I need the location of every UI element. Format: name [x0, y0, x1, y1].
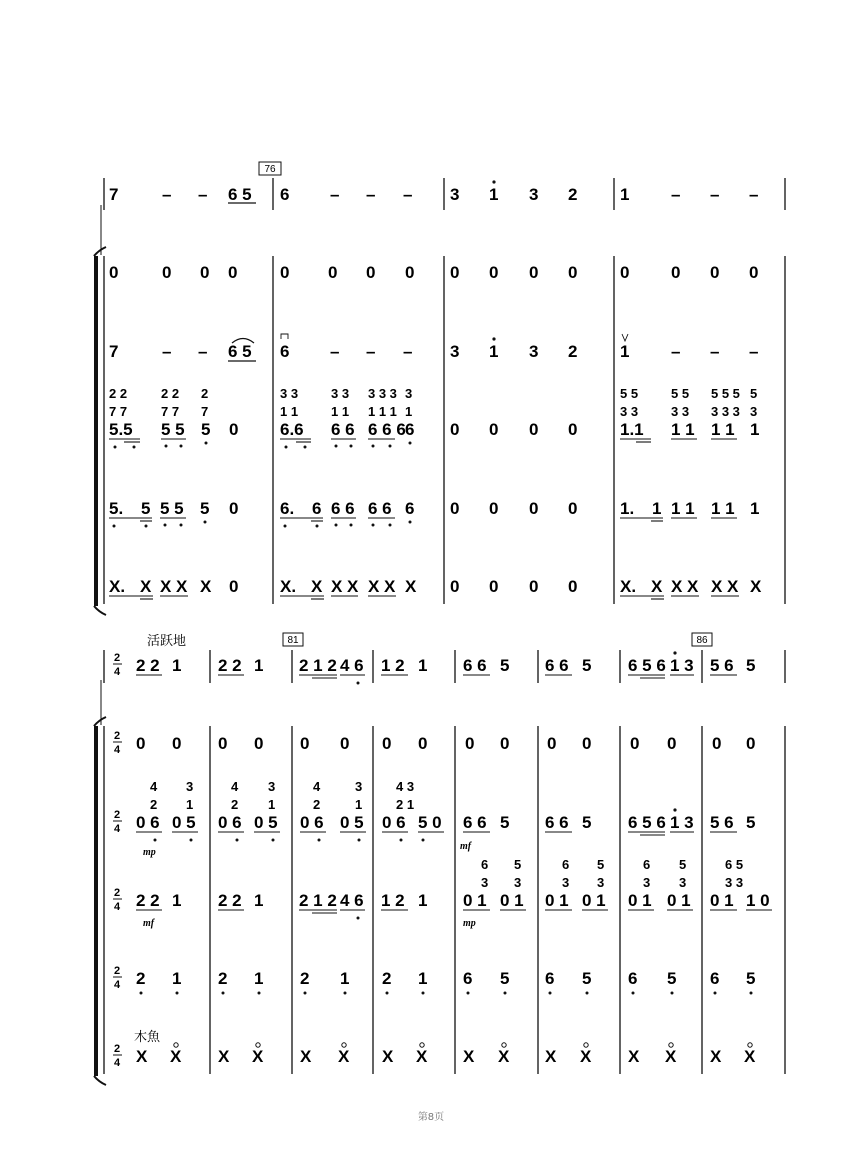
note-text: 5 5: [620, 386, 639, 401]
note-text: 5: [667, 969, 677, 988]
note-text: 6: [545, 969, 555, 988]
note-text: 0 1: [710, 891, 734, 910]
note-text: 5 5: [161, 420, 185, 439]
note-text: X: [140, 577, 152, 596]
note-text: 6: [643, 857, 651, 872]
system2-rest-row: [136, 734, 755, 753]
note-text: 1: [750, 499, 760, 518]
note-text: –: [403, 185, 413, 204]
note-text: –: [671, 185, 681, 204]
note-text: 0: [162, 263, 172, 282]
note-text: X: [498, 1047, 510, 1066]
note-text: 1: [340, 969, 350, 988]
note-text: 0: [418, 734, 428, 753]
rehearsal-mark-81: [283, 633, 303, 646]
note-text: 2 2: [218, 891, 242, 910]
note-text: 1: [620, 185, 630, 204]
note-text: 6 5: [228, 342, 252, 361]
note-text: 4 6: [340, 891, 364, 910]
page-number: 第8页: [417, 1112, 445, 1123]
note-text: 5: [679, 857, 687, 872]
note-text: 0: [382, 734, 392, 753]
note-text: 0: [529, 420, 539, 439]
note-text: 0 5: [172, 813, 196, 832]
note-text: 0: [568, 577, 578, 596]
note-text: 5: [500, 813, 510, 832]
note-text: 0 1: [545, 891, 569, 910]
note-text: 0: [200, 263, 210, 282]
note-text: X: [628, 1047, 640, 1066]
system1-bass-row: [109, 499, 759, 528]
note-text: 6 6: [545, 656, 569, 675]
note-text: X.: [620, 577, 637, 596]
note-text: 1 1: [711, 420, 735, 439]
note-text: 5: [500, 969, 510, 988]
note-text: 0: [671, 263, 681, 282]
note-text: 5 5 5: [711, 386, 740, 401]
note-text: 4: [313, 779, 321, 794]
note-text: 0 6: [136, 813, 160, 832]
note-text: X: [580, 1047, 592, 1066]
system1-melody-row: [109, 180, 758, 204]
note-text: 3: [529, 342, 539, 361]
note-text: 3 3 3: [711, 404, 740, 419]
note-text: 86: [696, 635, 708, 646]
note-text: 3: [405, 386, 413, 401]
note-text: 0: [582, 734, 592, 753]
note-text: 0: [280, 263, 290, 282]
note-text: 6: [562, 857, 570, 872]
note-text: 7: [109, 342, 119, 361]
note-text: 3: [186, 779, 194, 794]
note-text: 6 6: [331, 499, 355, 518]
note-text: 3 3: [725, 875, 744, 890]
note-text: 5 5: [671, 386, 690, 401]
note-text: –: [162, 342, 172, 361]
note-text: 5.5: [109, 420, 133, 439]
note-text: 0: [228, 263, 238, 282]
note-text: 3: [597, 875, 605, 890]
note-text: 6 6: [463, 656, 487, 675]
note-text: 6 6: [463, 813, 487, 832]
note-text: X: [252, 1047, 264, 1066]
note-text: 5: [746, 969, 756, 988]
note-text: 1: [254, 891, 264, 910]
note-text: 1: [652, 499, 662, 518]
note-text: 0: [489, 499, 499, 518]
note-text: 5 6: [710, 656, 734, 675]
note-text: 6: [710, 969, 720, 988]
note-text: 6 6: [331, 420, 355, 439]
note-text: 0: [366, 263, 376, 282]
note-text: –: [749, 185, 759, 204]
note-text: 0 1: [500, 891, 524, 910]
note-text: 6: [280, 185, 290, 204]
note-text: 1: [172, 656, 182, 675]
note-text: 3 3: [331, 386, 350, 401]
note-text: 0: [746, 734, 756, 753]
note-text: 2: [114, 965, 121, 977]
note-text: 0: [405, 263, 415, 282]
note-text: 0: [109, 263, 119, 282]
note-text: 6 6 6: [368, 420, 406, 439]
note-text: 4 3: [396, 779, 415, 794]
note-text: 6 5: [725, 857, 744, 872]
note-text: 0: [450, 420, 460, 439]
note-text: –: [403, 342, 413, 361]
note-text: 1: [254, 969, 264, 988]
note-text: 2 1 2: [299, 656, 337, 675]
note-text: 5: [750, 386, 758, 401]
note-text: 3: [643, 875, 651, 890]
dynamic-mf: mf: [460, 841, 472, 852]
note-text: 1: [355, 797, 363, 812]
note-text: 6 5 6: [628, 656, 666, 675]
note-text: 2: [114, 1043, 121, 1055]
note-text: 0 1: [667, 891, 691, 910]
note-text: 0: [568, 499, 578, 518]
note-text: 3: [514, 875, 522, 890]
note-text: 2 2: [109, 386, 128, 401]
note-text: 2: [114, 652, 121, 664]
note-text: 4: [114, 901, 121, 913]
system2-melody-row: [136, 651, 755, 684]
note-text: 0: [136, 734, 146, 753]
note-text: X: [405, 577, 417, 596]
note-text: 1 3: [670, 656, 694, 675]
note-text: 76: [264, 164, 276, 175]
dynamic-mp: mp: [143, 847, 156, 858]
note-text: 6: [628, 969, 638, 988]
note-text: 2: [114, 809, 121, 821]
note-text: 5 5: [160, 499, 184, 518]
note-text: X: [300, 1047, 312, 1066]
dynamic-mp-2: mp: [463, 918, 476, 929]
note-text: 3: [450, 185, 460, 204]
note-text: 2 2: [136, 891, 160, 910]
note-text: 6 5: [228, 185, 252, 204]
note-text: 6: [481, 857, 489, 872]
percussion-label: 木魚: [134, 1030, 161, 1045]
note-text: 1 1: [331, 404, 350, 419]
note-text: X X: [160, 577, 188, 596]
note-text: –: [749, 342, 759, 361]
note-text: 0: [489, 577, 499, 596]
note-text: –: [366, 342, 376, 361]
note-text: X: [463, 1047, 475, 1066]
note-text: X.: [109, 577, 126, 596]
note-text: X: [311, 577, 323, 596]
note-text: 5: [746, 813, 756, 832]
note-text: –: [710, 342, 720, 361]
note-text: 0: [529, 577, 539, 596]
note-text: 5: [201, 420, 211, 439]
note-text: 5 0: [418, 813, 442, 832]
note-text: 0: [529, 499, 539, 518]
note-text: 2: [114, 730, 121, 742]
note-text: 1.1: [620, 420, 644, 439]
note-text: 5: [582, 656, 592, 675]
note-text: 0: [465, 734, 475, 753]
note-text: 2: [382, 969, 392, 988]
note-text: 1.: [620, 499, 635, 518]
dynamic-mf-2: mf: [143, 918, 155, 929]
note-text: 5 6: [710, 813, 734, 832]
note-text: 5.: [109, 499, 124, 518]
note-text: 2 2: [136, 656, 160, 675]
note-text: 0: [712, 734, 722, 753]
system2-percussion-row: [134, 1029, 756, 1066]
note-text: 4: [150, 779, 158, 794]
note-text: 0: [568, 263, 578, 282]
note-text: X X: [711, 577, 739, 596]
note-text: X X: [331, 577, 359, 596]
note-text: 7 7: [109, 404, 128, 419]
note-text: 1: [172, 969, 182, 988]
note-text: 0: [489, 263, 499, 282]
note-text: 2: [231, 797, 239, 812]
note-text: 0 6: [300, 813, 324, 832]
note-text: 0: [450, 499, 460, 518]
note-text: 3 3 3: [368, 386, 397, 401]
note-text: 2: [568, 342, 578, 361]
note-text: 5: [200, 499, 210, 518]
note-text: 1: [750, 420, 760, 439]
note-text: 1 1 1: [368, 404, 397, 419]
note-text: 4 6: [340, 656, 364, 675]
note-text: 3: [562, 875, 570, 890]
system2-part3-row: [136, 779, 755, 858]
note-text: 0: [529, 263, 539, 282]
note-text: 3 3: [620, 404, 639, 419]
note-text: 1 1: [711, 499, 735, 518]
time-signatures: [113, 652, 122, 1069]
note-text: –: [198, 185, 208, 204]
note-text: 1: [268, 797, 276, 812]
note-text: 1: [186, 797, 194, 812]
note-text: X: [382, 1047, 394, 1066]
note-text: 2: [568, 185, 578, 204]
note-text: 6: [463, 969, 473, 988]
note-text: 1: [489, 342, 499, 361]
note-text: 5: [597, 857, 605, 872]
note-text: X X: [368, 577, 396, 596]
note-text: 4: [114, 744, 121, 756]
note-text: 5: [582, 813, 592, 832]
note-text: 1: [620, 342, 630, 361]
note-text: 2: [114, 887, 121, 899]
note-text: 0: [229, 499, 239, 518]
note-text: X.: [280, 577, 297, 596]
note-text: 1: [172, 891, 182, 910]
note-text: 0 6: [218, 813, 242, 832]
note-text: 2: [201, 386, 209, 401]
note-text: 0: [450, 263, 460, 282]
note-text: 1 1: [671, 420, 695, 439]
note-text: –: [198, 342, 208, 361]
note-text: 4: [114, 666, 121, 678]
note-text: 6: [405, 420, 415, 439]
note-text: 1 1: [280, 404, 299, 419]
note-text: X: [545, 1047, 557, 1066]
tempo-marking: 活跃地: [147, 634, 187, 649]
note-text: –: [330, 185, 340, 204]
note-text: X: [136, 1047, 148, 1066]
note-text: 0: [328, 263, 338, 282]
note-text: 3: [750, 404, 758, 419]
note-text: 0: [340, 734, 350, 753]
note-text: X: [665, 1047, 677, 1066]
note-text: 7: [109, 185, 119, 204]
note-text: 1 3: [670, 813, 694, 832]
note-text: 2 2: [161, 386, 180, 401]
note-text: X: [651, 577, 663, 596]
note-text: 4: [114, 823, 121, 835]
note-text: 3 3: [671, 404, 690, 419]
note-text: X: [218, 1047, 230, 1066]
note-text: 0: [500, 734, 510, 753]
note-text: X: [200, 577, 212, 596]
note-text: 2: [150, 797, 158, 812]
note-text: 0 1: [582, 891, 606, 910]
note-text: X: [710, 1047, 722, 1066]
note-text: 0 1: [628, 891, 652, 910]
note-text: 2: [300, 969, 310, 988]
note-text: 1: [418, 656, 428, 675]
note-text: 0 6: [382, 813, 406, 832]
note-text: 0: [489, 420, 499, 439]
note-text: –: [330, 342, 340, 361]
note-text: 5: [141, 499, 151, 518]
note-text: 81: [287, 635, 299, 646]
note-text: 3: [529, 185, 539, 204]
note-text: 0: [568, 420, 578, 439]
note-text: 6 5 6: [628, 813, 666, 832]
note-text: 4: [114, 979, 121, 991]
note-text: 0 5: [340, 813, 364, 832]
note-text: –: [366, 185, 376, 204]
note-text: 1: [418, 891, 428, 910]
note-text: 6 6: [368, 499, 392, 518]
note-text: 3: [679, 875, 687, 890]
note-text: 0: [667, 734, 677, 753]
note-text: X: [416, 1047, 428, 1066]
note-text: 0: [172, 734, 182, 753]
note-text: 4: [114, 1057, 121, 1069]
note-text: 6.: [280, 499, 295, 518]
system2-part4-row: [136, 857, 772, 929]
note-text: 1: [254, 656, 264, 675]
note-text: 3: [355, 779, 363, 794]
note-text: 2 1 2: [299, 891, 337, 910]
note-text: –: [671, 342, 681, 361]
note-text: 1 2: [381, 891, 405, 910]
note-text: 1: [405, 404, 413, 419]
note-text: 5: [500, 656, 510, 675]
note-text: 1 1: [671, 499, 695, 518]
note-text: X X: [671, 577, 699, 596]
note-text: 0: [229, 420, 239, 439]
note-text: 2: [313, 797, 321, 812]
note-text: 0: [450, 577, 460, 596]
note-text: 6 6: [545, 813, 569, 832]
note-text: X: [744, 1047, 756, 1066]
note-text: 5: [582, 969, 592, 988]
note-text: 5: [514, 857, 522, 872]
note-text: 1 0: [746, 891, 770, 910]
note-text: 0: [300, 734, 310, 753]
note-text: 0: [254, 734, 264, 753]
note-text: 0: [749, 263, 759, 282]
note-text: 0: [710, 263, 720, 282]
note-text: 1 2: [381, 656, 405, 675]
note-text: 1: [418, 969, 428, 988]
system1-percussion-row: [109, 577, 762, 599]
note-text: 3: [481, 875, 489, 890]
note-text: 7: [201, 404, 209, 419]
rehearsal-mark-86: [692, 633, 712, 646]
note-text: 0: [547, 734, 557, 753]
note-text: 4: [231, 779, 239, 794]
note-text: 0: [218, 734, 228, 753]
note-text: 2: [218, 969, 228, 988]
rehearsal-mark-76: [259, 162, 281, 175]
note-text: 2 2: [218, 656, 242, 675]
system2-bass-row: [136, 969, 755, 995]
note-text: –: [710, 185, 720, 204]
note-text: 5: [746, 656, 756, 675]
note-text: 6.6: [280, 420, 304, 439]
note-text: X: [750, 577, 762, 596]
system1-rest-row: [109, 263, 758, 282]
note-text: 7 7: [161, 404, 180, 419]
note-text: 3 3: [280, 386, 299, 401]
note-text: 0 1: [463, 891, 487, 910]
system1-chord-row: [109, 386, 759, 449]
note-text: 2: [136, 969, 146, 988]
note-text: 3: [450, 342, 460, 361]
note-text: 0 5: [254, 813, 278, 832]
note-text: 2 1: [396, 797, 415, 812]
note-text: 6: [280, 342, 290, 361]
note-text: 0: [630, 734, 640, 753]
note-text: X: [338, 1047, 350, 1066]
note-text: 3: [268, 779, 276, 794]
note-text: 0: [229, 577, 239, 596]
note-text: 1: [489, 185, 499, 204]
note-text: 6: [405, 499, 415, 518]
note-text: –: [162, 185, 172, 204]
note-text: X: [170, 1047, 182, 1066]
note-text: 6: [312, 499, 322, 518]
note-text: 0: [620, 263, 630, 282]
system1-melody2-row: [109, 334, 758, 361]
